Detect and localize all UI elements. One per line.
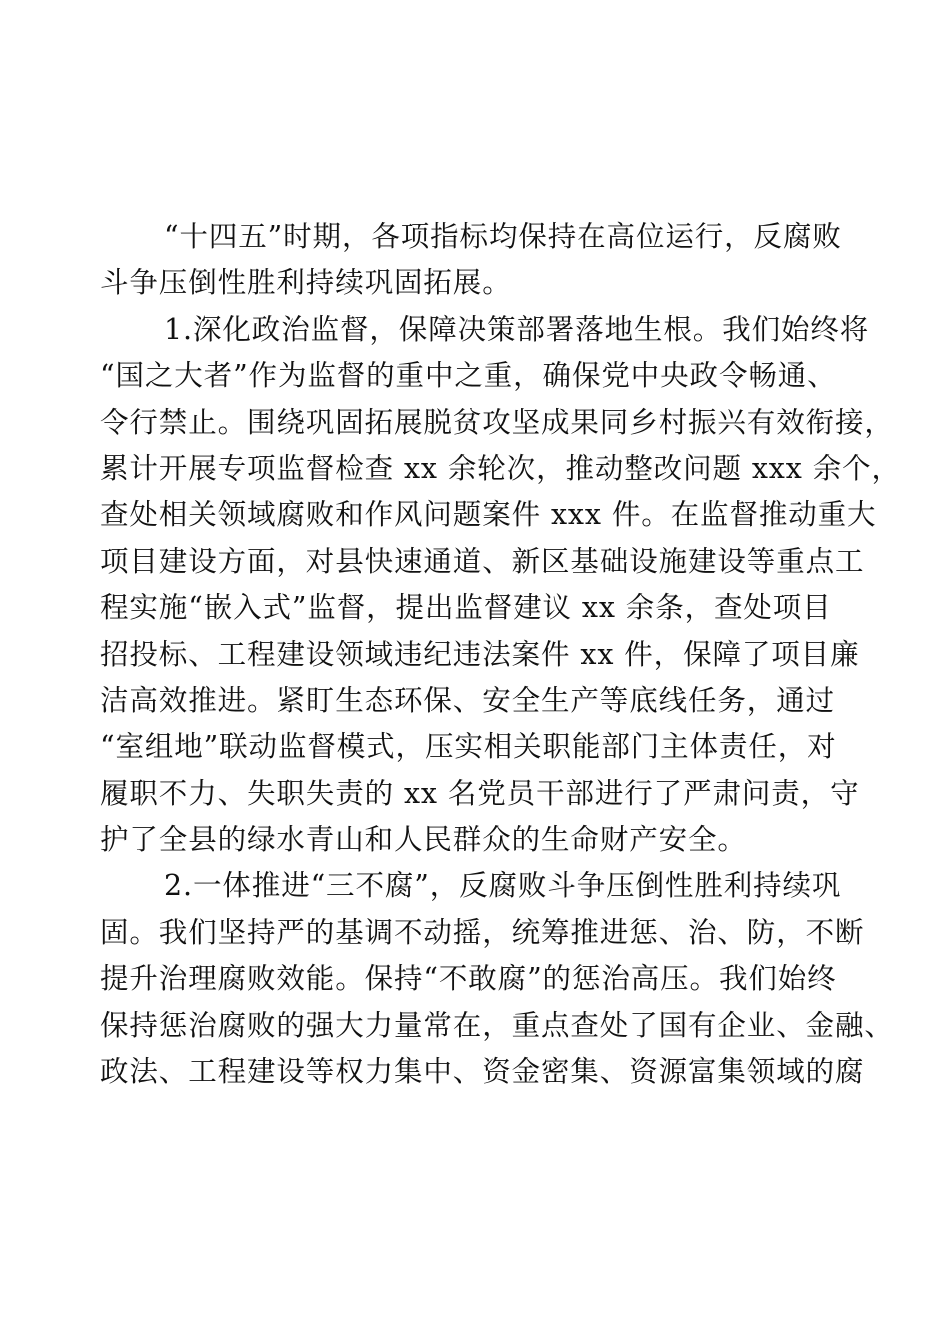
paragraph-line: 政法、工程建设等权力集中、资金密集、资源富集领域的腐 — [100, 1055, 865, 1089]
paragraph-line: 斗争压倒性胜利持续巩固拓展。 — [100, 266, 512, 300]
paragraph-line: 洁高效推进。紧盯生态环保、安全生产等底线任务，通过 — [100, 683, 836, 717]
paragraph-line: “国之大者”作为监督的重中之重，确保党中央政令畅通、 — [100, 359, 837, 393]
section-heading-line: 1.深化政治监督，保障决策部署落地生根。我们始终将 — [164, 312, 870, 346]
paragraph-line: 护了全县的绿水青山和人民群众的生命财产安全。 — [100, 823, 747, 857]
paragraph-line: 提升治理腐败效能。保持“不敢腐”的惩治高压。我们始终 — [100, 962, 837, 996]
paragraph-line: 累计开展专项监督检查 xx 余轮次，推动整改问题 xxx 余个， — [100, 451, 901, 485]
paragraph-line: 保持惩治腐败的强大力量常在，重点查处了国有企业、金融、 — [100, 1008, 894, 1042]
paragraph-line: “室组地”联动监督模式，压实相关职能部门主体责任，对 — [100, 730, 837, 764]
section-heading-line: 2.一体推进“三不腐”，反腐败斗争压倒性胜利持续巩 — [164, 869, 842, 903]
paragraph-line: 项目建设方面，对县快速通道、新区基础设施建设等重点工 — [100, 544, 865, 578]
document-body — [100, 214, 901, 1095]
paragraph-line: 程实施“嵌入式”监督，提出监督建议 xx 余条，查处项目 — [100, 591, 832, 625]
paragraph-line: 固。我们坚持严的基调不动摇，统筹推进惩、治、防，不断 — [100, 915, 865, 949]
paragraph-line: 令行禁止。围绕巩固拓展脱贫攻坚成果同乡村振兴有效衔接， — [100, 405, 894, 439]
paragraph-line: “十四五”时期，各项指标均保持在高位运行，反腐败 — [164, 220, 842, 253]
paragraph-line: 履职不力、失职失责的 xx 名党员干部进行了严肃问责，守 — [100, 776, 860, 810]
paragraph-line: 招投标、工程建设领域违纪违法案件 xx 件，保障了项目廉 — [100, 637, 860, 671]
paragraph-line: 查处相关领域腐败和作风问题案件 xxx 件。在监督推动重大 — [100, 498, 877, 532]
